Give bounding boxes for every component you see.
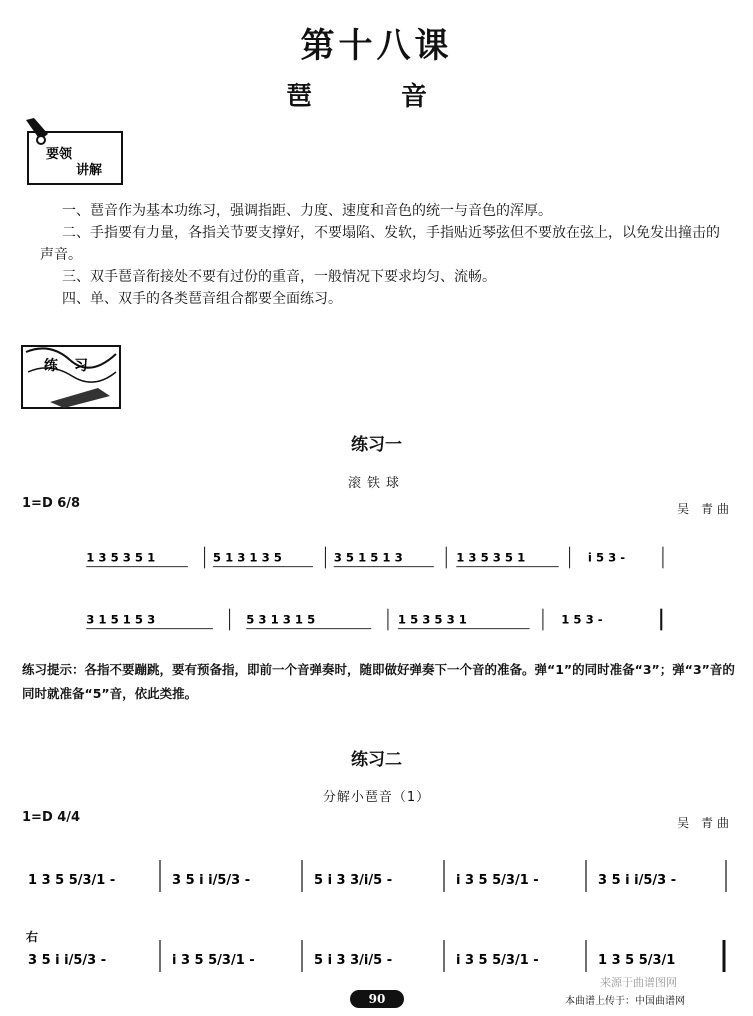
- ex2-r2-m4: i 3 5 5/3/1 -: [456, 953, 539, 968]
- exercise2-composer: 吴 青曲: [677, 816, 733, 830]
- ex2-r2-m5: 1 3 5 5/3/1: [598, 953, 676, 968]
- key-points-text: [40, 200, 730, 310]
- ex2-r1-m4: i 3 5 5/3/1 -: [456, 873, 539, 888]
- point-3: 三、双手琶音衔接处不要有过份的重音，一般情况下要求均匀、流畅。: [62, 269, 496, 285]
- exercise1-composer: 吴 青曲: [677, 502, 733, 516]
- exercise1-piece: 滚铁球: [347, 476, 405, 491]
- exercise2-piece: 分解小琶音（1）: [322, 790, 431, 805]
- exercise2-row2: [20, 922, 735, 982]
- right-hand-label: 右: [26, 930, 39, 944]
- point-1: 一、琶音作为基本功练习，强调指距、力度、速度和音色的统一与音色的浑厚。: [62, 203, 552, 219]
- ex2-r1-m1: 1 3 5 5/3/1 -: [28, 873, 116, 888]
- exercise1-key: 1=D 6/8: [22, 496, 81, 511]
- key-points-badge-icon: [26, 118, 126, 188]
- ex2-r1-m2: 3 5 i i/5/3 -: [172, 873, 251, 888]
- exercise1-row1: [20, 530, 735, 580]
- ex1-r2-m4: 1 5 3 -: [561, 612, 603, 627]
- exercise2-title: 练习二: [351, 750, 402, 770]
- ex2-r1-m5: 3 5 i i/5/3 -: [598, 873, 677, 888]
- page-number: 90: [350, 990, 404, 1008]
- exercise2-row1: [20, 842, 735, 902]
- lesson-title: 第十八课: [300, 26, 453, 66]
- ex2-r2-m2: i 3 5 5/3/1 -: [172, 953, 255, 968]
- point-4: 四、单、双手的各类琶音组合都要全面练习。: [62, 291, 342, 307]
- ex2-r1-m3: 5 i 3 3/i/5 -: [314, 873, 393, 888]
- ex1-r1-m1: 1 3 5 3 5 1: [86, 550, 156, 565]
- footer-credit: 本曲谱上传于：中国曲谱网: [565, 996, 685, 1007]
- ex1-r2-m3: 1 5 3 5 3 1: [397, 612, 467, 627]
- ex1-r1-m3: 3 5 1 5 1 3: [333, 550, 403, 565]
- ex1-r1-m4: 1 3 5 3 5 1: [456, 550, 526, 565]
- exercise1-hint: [22, 658, 737, 706]
- exercise1-row2: [20, 592, 735, 642]
- ex1-r2-m2: 5 3 1 3 1 5: [246, 612, 316, 627]
- ex1-r2-m1: 3 1 5 1 5 3: [86, 612, 156, 627]
- exercise1-title: 练习一: [351, 435, 402, 455]
- ex1-r1-m5: i 5 3 -: [587, 550, 626, 565]
- lesson-subtitle: 琶 音: [285, 82, 468, 112]
- practice-badge-icon: [20, 342, 124, 412]
- svg-text:习: 习: [74, 358, 88, 374]
- ex2-r2-m1: 3 5 i i/5/3 -: [28, 953, 107, 968]
- hint-text: 各指不要蹦跳，要有预备指，即前一个音弹奏时，随即做好弹奏下一个音的准备。弹“1”的同时准备“3”；弹“3”音的同时就准备“5”音，依此类推。: [22, 662, 735, 701]
- hint-label: 练习提示：: [22, 662, 85, 677]
- ex2-r2-m3: 5 i 3 3/i/5 -: [314, 953, 393, 968]
- watermark: 来源于曲谱图网: [600, 976, 677, 989]
- exercise2-key: 1=D 4/4: [22, 810, 81, 825]
- svg-text:讲解: 讲解: [76, 163, 103, 178]
- svg-text:练: 练: [44, 358, 58, 374]
- point-2: 二、手指要有力量，各指关节要支撑好，不要塌陷、发软，手指贴近琴弦但不要放在弦上，以免发出撞击的声音。: [40, 225, 720, 263]
- ex1-r1-m2: 5 1 3 1 3 5: [212, 550, 282, 565]
- badge-points-text: 要领: [46, 147, 73, 162]
